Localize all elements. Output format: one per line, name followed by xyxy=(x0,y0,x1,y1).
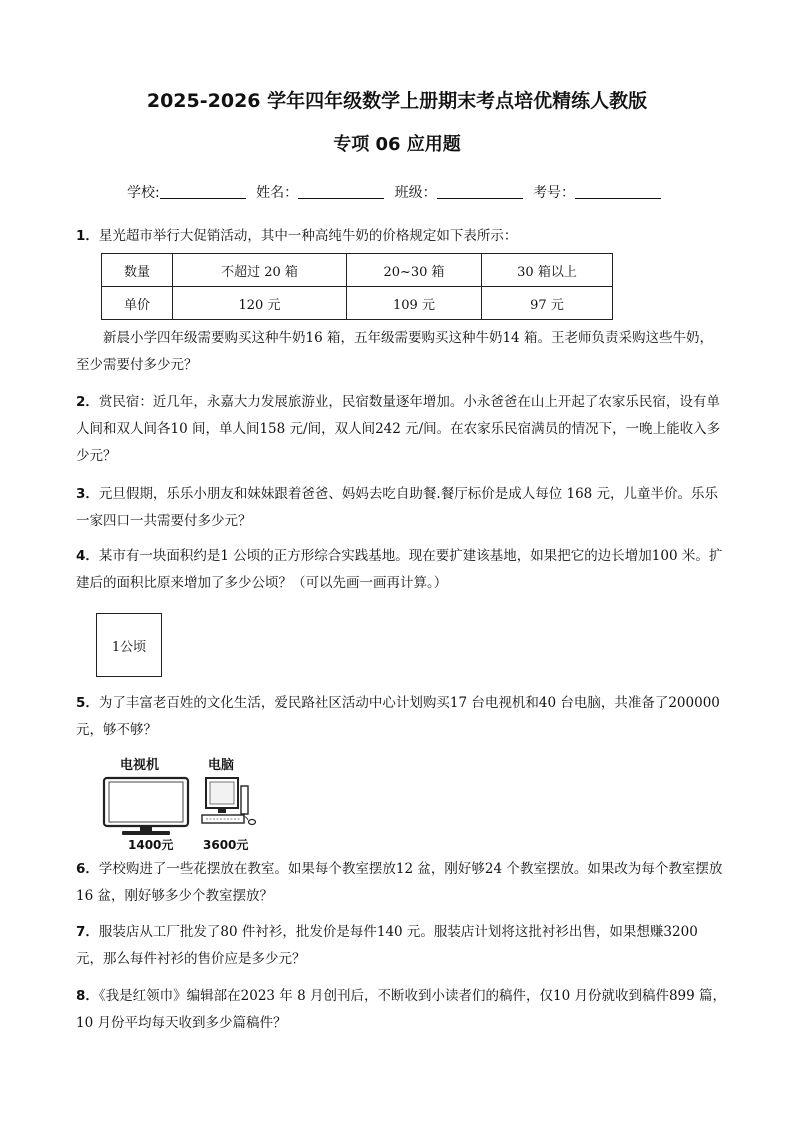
table-cell: 97 元 xyxy=(482,287,613,320)
computer-price: 3600元 xyxy=(203,838,249,852)
question-6 xyxy=(76,856,726,910)
class-label: 班级： xyxy=(394,185,437,201)
table-cell: 109 元 xyxy=(347,287,482,320)
question-number: 8． xyxy=(76,988,99,1004)
table-cell: 120 元 xyxy=(173,287,347,320)
exam-number-label: 考号： xyxy=(533,185,576,201)
school-blank[interactable] xyxy=(160,184,246,199)
square-field-figure xyxy=(96,613,162,677)
page-title: 2025-2026 学年四年级数学上册期末考点培优精练人教版 xyxy=(146,90,648,112)
milk-price-table xyxy=(101,253,613,320)
student-info-line xyxy=(0,182,794,202)
table-cell: 不超过 20 箱 xyxy=(173,254,347,287)
question-7 xyxy=(76,919,726,973)
question-number: 3． xyxy=(76,486,99,502)
table-cell: 20~30 箱 xyxy=(347,254,482,287)
question-text: 服装店从工厂批发了80 件衬衫，批发价是每件140 元。服装店计划将这批衬衫出售，如果想赚3200 元，那么每件衬衫的售价应是多少元？ xyxy=(76,924,698,967)
table-row xyxy=(102,287,613,320)
question-2 xyxy=(76,389,726,470)
question-text: 学校购进了一些花摆放在教室。如果每个教室摆放12 盆，刚好够24 个教室摆放。如果改为每个教室摆放16 盆，刚好够多少个教室摆放？ xyxy=(76,861,723,904)
tv-label: 电视机 xyxy=(120,758,160,773)
table-row xyxy=(102,254,613,287)
school-label: 学校: xyxy=(126,185,160,201)
question-4 xyxy=(76,543,726,597)
question-text: 赏民宿：近几年，永嘉大力发展旅游业，民宿数量逐年增加。小永爸爸在山上开起了农家乐民宿，设有单人间和双人间各10 间，单人间158 元/间，双人间242 元/间。在农家乐民宿满员的情况下，一晚上能收入多少元？ xyxy=(76,394,721,464)
question-number: 6． xyxy=(76,861,99,877)
question-number: 5． xyxy=(76,695,99,711)
page-subtitle: 专项 06 应用题 xyxy=(333,134,461,155)
table-cell: 30 箱以上 xyxy=(482,254,613,287)
table-cell: 单价 xyxy=(102,287,173,320)
tv-price: 1400元 xyxy=(128,838,174,852)
table-cell: 数量 xyxy=(102,254,173,287)
class-blank[interactable] xyxy=(437,184,523,199)
question-text: 星光超市举行大促销活动，其中一种高纯牛奶的价格规定如下表所示： xyxy=(98,228,518,244)
question-5 xyxy=(76,690,726,744)
question-number: 2． xyxy=(76,394,99,410)
question-8 xyxy=(76,983,726,1037)
question-text: 《我是红领巾》编辑部在2023 年 8 月创刊后，不断收到小读者们的稿件，仅10 月份就收到稿件899 篇，10 月份平均每天收到多少篇稿件？ xyxy=(76,988,727,1031)
question-3 xyxy=(76,481,726,535)
devices-figure xyxy=(98,752,268,852)
square-area-label: 1公顷 xyxy=(111,639,147,655)
question-text: 某市有一块面积约是1 公顷的正方形综合实践基地。现在要扩建该基地，如果把它的边长增加100 米。扩建后的面积比原来增加了多少公顷？（可以先画一画再计算。） xyxy=(76,548,723,591)
question-text: 元旦假期，乐乐小朋友和妹妹跟着爸爸、妈妈去吃自助餐.餐厅标价是成人每位 168 元，儿童半价。乐乐一家四口一共需要付多少元？ xyxy=(76,486,719,529)
name-label: 姓名： xyxy=(256,185,299,201)
question-number: 1． xyxy=(76,228,99,244)
question-number: 7． xyxy=(76,924,99,940)
question-number: 4． xyxy=(76,548,99,564)
question-1-follow: 新晨小学四年级需要购买这种牛奶16 箱，五年级需要购买这种牛奶14 箱。王老师负责采购这些牛奶，至少需要付多少元？ xyxy=(76,330,713,373)
exam-number-blank[interactable] xyxy=(575,184,661,199)
question-text: 为了丰富老百姓的文化生活，爱民路社区活动中心计划购买17 台电视机和40 台电脑，共准备了200000 元，够不够？ xyxy=(76,695,720,738)
question-1 xyxy=(76,223,726,250)
computer-label: 电脑 xyxy=(208,758,235,773)
name-blank[interactable] xyxy=(298,184,384,199)
